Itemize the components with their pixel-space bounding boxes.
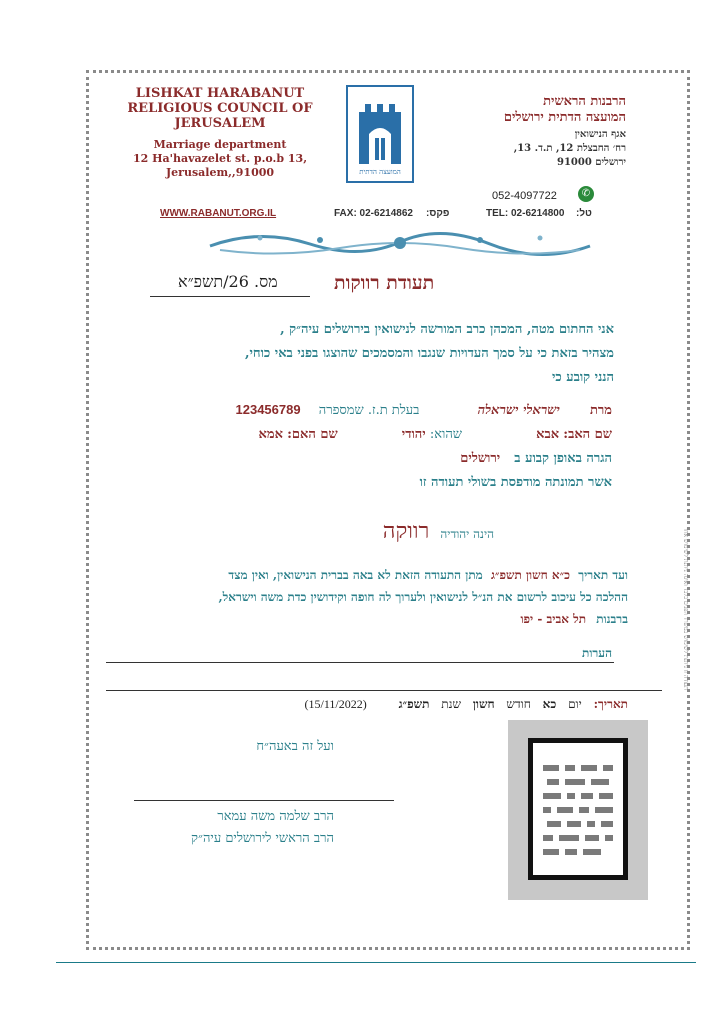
phone-number: 052-4097722: [492, 190, 557, 202]
intro-line-3: הנני קובע כי: [551, 370, 614, 385]
day-value: כא: [542, 697, 557, 711]
status-label: הינה יהודיה: [440, 527, 494, 541]
en-line-2: RELIGIOUS COUNCIL OF: [127, 101, 313, 116]
residence-city: ירושלים: [460, 451, 501, 466]
qr-code-icon: [528, 738, 628, 880]
notes-line-1: [106, 662, 614, 663]
validity-paragraph: [68, 564, 628, 630]
status-row: [244, 518, 494, 544]
status-value: רווקה: [382, 519, 430, 544]
certificate-number: מס. 26/תשפ״א: [178, 272, 278, 291]
side-vertical-note: תעודה זו ניתנת לשימוש במשרד הפנים בלבד ואינה ניתנת לשימוש אחר: [682, 527, 689, 690]
number-underline: [150, 296, 310, 297]
month-label: חודש: [506, 697, 531, 711]
seal-text: ועל זה באעה״ח: [256, 739, 334, 754]
signature-line: [134, 800, 394, 801]
person-id: 123456789: [235, 402, 301, 417]
photo-note: אשר תמונתה מודפסת בשולי תעודה זו: [419, 475, 612, 490]
he-line-2: המועצה הדתית ירושלים: [503, 110, 626, 125]
validity-date: כ״א חשון תשפ״ג: [490, 568, 571, 582]
person-row-1: [112, 402, 612, 418]
month-value: חשון: [472, 697, 495, 711]
mother-name: אמא: [258, 427, 283, 442]
he-line-1: הרבנות הראשית: [543, 94, 626, 109]
intro-line-1: אני החתום מטה, המכהן כרב המורשה לנישואין בירושלים עיה״ק ,: [280, 322, 614, 337]
signer-name: הרב שלמה משה עמאר: [217, 809, 334, 824]
decorative-ornament: [200, 226, 600, 260]
footer-rule: [56, 962, 696, 963]
validity-line-3: [68, 608, 628, 630]
signature-block: [74, 806, 334, 850]
gregorian-date: (15/11/2022): [304, 697, 367, 711]
signer-role: הרב הראשי לירושלים עיה״ק: [191, 831, 334, 846]
en-dept-2: 12 Ha'havazelet st. p.o.b 13,: [132, 152, 308, 165]
hebrew-address: [396, 128, 626, 170]
whatsapp-icon: ✆: [578, 186, 594, 202]
english-address: [110, 138, 330, 180]
label-resides: הגרה באופן קבוע ב: [514, 451, 612, 466]
validity-label: ועד תאריך: [578, 568, 628, 582]
english-header: [110, 86, 330, 131]
label-that: שהוא:: [429, 427, 463, 442]
en-dept-3: Jerusalem,,91000: [165, 166, 275, 179]
person-name: ישראלי ישראלה: [477, 403, 560, 418]
intro-line-2: מצהיר בזאת כי על סמך העדויות שנגבו והמסמכים שהוצגו בפני באי כוחי,: [244, 346, 614, 361]
religion: יהודי: [401, 427, 426, 442]
en-line-1: LISHKAT HARABANUT: [135, 86, 305, 101]
notes-line-2: [106, 690, 662, 691]
person-row-3: [112, 450, 612, 466]
en-line-3: JERUSALEM: [174, 116, 266, 131]
label-father: שם האב:: [563, 427, 612, 442]
person-row-2: [112, 426, 612, 442]
label-mrs: מרת: [589, 403, 612, 418]
tel-number: TEL: 02-6214800: [486, 208, 565, 219]
website-link[interactable]: WWW.RABANUT.ORG.IL: [160, 208, 277, 219]
rabbinate-city: תל אביב - יפו: [520, 612, 587, 626]
validity-text-1: מתן התעודה הזאת לא באה בברית הנישואין, ואין מצד: [228, 568, 483, 582]
fax-number: FAX: 02-6214862: [334, 208, 413, 219]
year-value: תשפ״ג: [398, 697, 430, 711]
en-dept-1: Marriage department: [153, 138, 287, 151]
flourish-icon: [200, 226, 600, 260]
date-row: [48, 697, 628, 712]
certificate-title: תעודת רווקות: [334, 272, 435, 294]
date-label: תאריך:: [593, 697, 628, 711]
he-addr-2: רח׳ החבצלת 12, ת.ד. 13,: [513, 143, 626, 154]
logo-caption: המועצה הדתית: [359, 168, 401, 176]
notes-label: הערות: [582, 646, 612, 660]
father-name: אבא: [536, 427, 560, 442]
fax-label-he: פקס:: [426, 208, 450, 219]
tel-label-he: טל:: [576, 208, 592, 219]
intro-paragraph: [134, 318, 614, 390]
label-mother: שם האם:: [287, 427, 338, 442]
label-id: בעלת ת.ז. שמספרה: [318, 403, 420, 418]
rabbinate-label: ברבנות: [596, 612, 628, 626]
he-addr-3: ירושלים 91000: [557, 157, 626, 168]
day-label: יום: [568, 697, 582, 711]
hebrew-header: [426, 94, 626, 126]
he-addr-1: אגף הנישואין: [574, 129, 626, 140]
year-label: שנת: [441, 697, 461, 711]
validity-line-2: ההלכה כל עיכוב לרשום את הנ״ל לנישואין ולערוך לה חופה וקידושין כדת משה וישראל,: [218, 590, 628, 604]
validity-line-1: [68, 564, 628, 586]
